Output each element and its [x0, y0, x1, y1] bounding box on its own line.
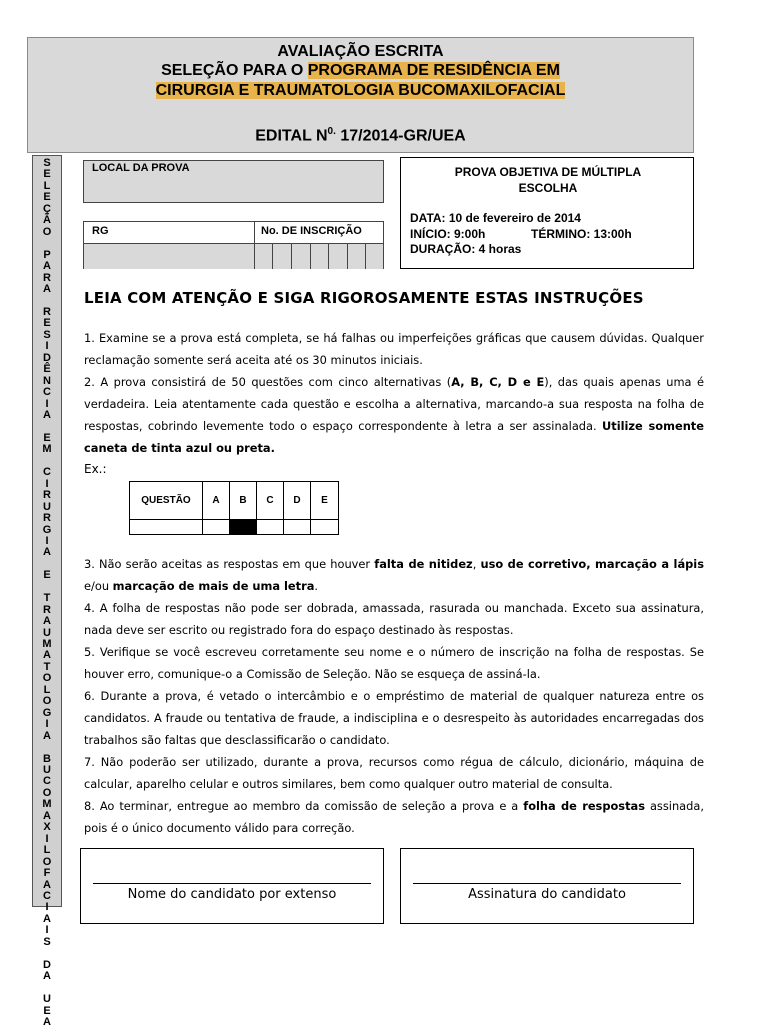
example-header-c: C: [257, 482, 284, 519]
sidebar-letter: F: [43, 867, 51, 880]
sidebar-letter: [33, 742, 61, 753]
instruction-3-corretivo: uso de corretivo, marcação a lápis: [480, 557, 704, 571]
sidebar-letter: O: [42, 695, 52, 708]
local-da-prova-field[interactable]: [83, 160, 384, 203]
sidebar-letter: E: [43, 569, 51, 582]
instruction-3-text-b: ,: [472, 557, 481, 571]
sidebar-letter: S: [43, 935, 51, 948]
instruction-3-text-a: 3. Não serão aceitas as respostas em que houver: [84, 557, 375, 571]
example-cell-questao: [130, 520, 203, 534]
sidebar-letter: T: [43, 660, 51, 673]
sidebar-letter: I: [45, 718, 49, 731]
sidebar-letter: G: [42, 523, 52, 536]
prova-termino: TÉRMINO: 13:00h: [531, 227, 632, 241]
prova-inicio: INÍCIO: 9:00h: [410, 227, 486, 241]
example-header-b: B: [230, 482, 257, 519]
prova-info-box: [400, 157, 694, 269]
example-label: Ex.:: [84, 462, 107, 476]
sidebar-letter: R: [43, 271, 51, 284]
example-header-d: D: [284, 482, 311, 519]
instruction-8-text-b: assinada, pois é o único documento válido para correção.: [84, 799, 704, 835]
sidebar-letter: T: [43, 592, 51, 605]
instruction-3: [84, 553, 704, 597]
name-caption: Nome do candidato por extenso: [127, 887, 337, 902]
candidate-signature-box[interactable]: [400, 848, 694, 924]
sidebar-letter: E: [43, 168, 51, 181]
header-subtitle-line2: [28, 81, 693, 101]
candidate-name-box[interactable]: [80, 848, 384, 924]
rg-field[interactable]: [84, 244, 255, 269]
sidebar-letter: A: [43, 260, 51, 273]
sidebar-letter: M: [42, 443, 52, 456]
sidebar-letter: A: [43, 282, 51, 295]
example-cell-b-marked: [230, 520, 257, 534]
sidebar-letter: A: [43, 809, 51, 822]
sidebar-letter: Ç: [43, 202, 51, 215]
sidebar-letter: N: [43, 374, 51, 387]
instruction-2-text-b: ), das quais apenas uma é verdadeira. Leia atentamente cada questão e escolha a alternativa, marcando-a sua resposta na folha de respostas, cobrindo levemente todo o espaço correspondente à letra a ser assinalada.: [84, 375, 705, 433]
sidebar-vertical-text: [33, 158, 61, 1028]
sidebar-letter: E: [43, 431, 51, 444]
sidebar-letter: G: [42, 706, 52, 719]
sidebar-letter: R: [43, 603, 51, 616]
instruction-2-options: A, B, C, D e E: [451, 375, 545, 389]
sidebar-letter: E: [43, 1004, 51, 1017]
sidebar-letter: D: [43, 351, 51, 364]
instruction-8: [84, 795, 704, 839]
sidebar-letter: I: [45, 832, 49, 845]
inscricao-digit-box[interactable]: [255, 244, 273, 269]
prova-title: PROVA OBJETIVA DE MÚLTIPLA ESCOLHA: [454, 165, 642, 195]
sidebar-letter: L: [43, 683, 51, 696]
inscricao-digit-box[interactable]: [311, 244, 329, 269]
inscricao-digit-box[interactable]: [273, 244, 292, 269]
example-answer-table: [129, 481, 339, 535]
sidebar-letter: U: [43, 626, 51, 639]
sidebar-letter: A: [43, 615, 51, 628]
sidebar-letter: O: [42, 672, 52, 685]
sidebar-letter: P: [43, 248, 51, 261]
rg-inscricao-table: [83, 221, 384, 269]
instruction-7: 7. Não poderão ser utilizado, durante a prova, recursos como régua de cálculo, dicionário, máquina de calcular, aparelho celular e outros similares, bem como qualquer outro material de consulta.: [84, 755, 704, 791]
inscricao-digit-box[interactable]: [348, 244, 366, 269]
sidebar-letter: O: [42, 786, 52, 799]
sidebar-letter: C: [43, 386, 51, 399]
sidebar-letter: R: [43, 489, 51, 502]
sidebar-letter: R: [43, 512, 51, 525]
header-subtitle-prefix: SELEÇÃO PARA O: [161, 62, 308, 79]
sidebar-letter: S: [43, 328, 51, 341]
inscricao-digit-box[interactable]: [366, 244, 383, 269]
prova-data: DATA: 10 de fevereiro de 2014: [410, 211, 581, 225]
edital-prefix: EDITAL N: [255, 127, 328, 145]
instruction-2-text-a: 2. A prova consistirá de 50 questões com cinco alternativas (: [84, 375, 452, 389]
example-cell-c: [257, 520, 284, 534]
edital-rest: 17/2014-GR/UEA: [335, 127, 466, 145]
sidebar-letter: A: [43, 729, 51, 742]
sidebar-letter: U: [43, 764, 51, 777]
header-subtitle-line1: [28, 61, 693, 81]
instruction-8-folha: folha de respostas: [523, 799, 645, 813]
header-program-highlight-1: PROGRAMA DE RESIDÊNCIA EM: [307, 62, 560, 79]
sidebar-letter: C: [43, 466, 51, 479]
sidebar-letter: O: [42, 225, 52, 238]
inscricao-digit-box[interactable]: [292, 244, 311, 269]
example-cell-d: [284, 520, 311, 534]
sidebar-letter: I: [45, 397, 49, 410]
rg-label: RG: [92, 225, 109, 237]
instruction-3-text-c: e/ou: [84, 579, 113, 593]
sidebar-letter: A: [43, 649, 51, 662]
sidebar-letter: R: [43, 305, 51, 318]
instruction-3-mais-letra: marcação de mais de uma letra: [112, 579, 315, 593]
example-answer-row: [130, 520, 338, 534]
instruction-8-text-a: 8. Ao terminar, entregue ao membro da comissão de seleção a prova e a: [84, 799, 524, 813]
name-signature-line: [93, 883, 371, 884]
sidebar-letter: I: [45, 534, 49, 547]
inscricao-label: No. DE INSCRIÇÃO: [261, 225, 362, 237]
sidebar-letter: M: [42, 798, 52, 811]
example-header-a: A: [203, 482, 230, 519]
header-title: AVALIAÇÃO ESCRITA: [277, 43, 444, 60]
prova-duracao: DURAÇÃO: 4 horas: [410, 242, 522, 256]
sidebar-letter: C: [43, 890, 51, 902]
edital-superscript: 0.: [327, 126, 336, 137]
header-program-highlight-2: CIRURGIA E TRAUMATOLOGIA BUCOMAXILOFACIAL: [155, 82, 566, 99]
instructions-title: LEIA COM ATENÇÃO E SIGA RIGOROSAMENTE ESTAS INSTRUÇÕES: [84, 289, 644, 307]
sidebar-letter: X: [43, 821, 51, 834]
sidebar-letter: D: [43, 958, 51, 971]
example-cell-e: [311, 520, 338, 534]
inscricao-digit-box[interactable]: [329, 244, 348, 269]
example-header-questao: QUESTÃO: [130, 482, 203, 519]
sidebar-letter: I: [45, 340, 49, 353]
instruction-6: 6. Durante a prova, é vetado o intercâmbio e o empréstimo de material de qualquer natureza entre os candidatos. A fraude ou tentativa de fraude, a indisciplina e o desrespeito às autoridades encarregadas dos trabalhos são faltas que desclassificarão o candidato.: [84, 689, 704, 747]
sidebar-letter: A: [43, 970, 51, 983]
instruction-2: [84, 371, 704, 459]
rg-header-cell: [84, 222, 255, 243]
instruction-3-nitidez: falta de nitidez: [374, 557, 473, 571]
sidebar-letter: B: [43, 752, 51, 765]
sidebar-letter: I: [45, 924, 49, 937]
vertical-sidebar: [32, 155, 62, 1028]
example-header-row: [130, 482, 338, 520]
sidebar-letter: A: [43, 1015, 51, 1028]
example-header-e: E: [321, 495, 328, 506]
example-cell-a: [203, 520, 230, 534]
sidebar-letter: A: [43, 878, 51, 891]
sidebar-letter: Ê: [43, 363, 51, 376]
instruction-1: 1. Examine se a prova está completa, se há falhas ou imperfeições gráficas que causem dúvidas. Qualquer reclamação somente será aceita até os 30 minutos iniciais.: [84, 331, 704, 367]
instruction-2-pen-note: Utilize somente caneta de tinta azul ou preta.: [84, 419, 704, 455]
sidebar-letter: U: [43, 500, 51, 513]
sidebar-letter: I: [45, 477, 49, 490]
header-banner: [27, 37, 694, 153]
sidebar-letter: S: [43, 157, 51, 169]
sidebar-letter: E: [43, 317, 51, 330]
local-da-prova-label: LOCAL DA PROVA: [92, 162, 190, 174]
sidebar-letter: L: [43, 844, 51, 857]
edital-number: [28, 122, 693, 146]
inscricao-header-cell: [255, 222, 385, 243]
sidebar-letter: [33, 948, 61, 959]
sidebar-letter: A: [43, 912, 51, 925]
signature-line: [413, 883, 681, 884]
sidebar-letter: [33, 238, 61, 249]
instruction-5: 5. Verifique se você escreveu corretamente seu nome e o número de inscrição na folha de respostas. Se houver erro, comunique-o a Comissão de Seleção. Não se esqueça de assiná-la.: [84, 645, 704, 681]
sidebar-letter: A: [43, 546, 51, 559]
instruction-3-text-d: .: [314, 579, 319, 593]
sidebar-letter: E: [43, 191, 51, 204]
sidebar-letter: I: [45, 901, 49, 914]
sidebar-letter: L: [43, 179, 51, 192]
sidebar-letter: M: [42, 638, 52, 651]
sidebar-letter: U: [43, 993, 51, 1006]
sidebar-letter: C: [43, 775, 51, 788]
signature-caption: Assinatura do candidato: [468, 887, 626, 902]
instruction-4: 4. A folha de respostas não pode ser dobrada, amassada, rasurada ou manchada. Exceto sua assinatura, nada deve ser escrito ou registrado fora do espaço destinado às respostas.: [84, 601, 704, 637]
sidebar-letter: O: [42, 855, 52, 868]
sidebar-letter: Ã: [43, 214, 51, 227]
sidebar-letter: A: [43, 408, 51, 421]
